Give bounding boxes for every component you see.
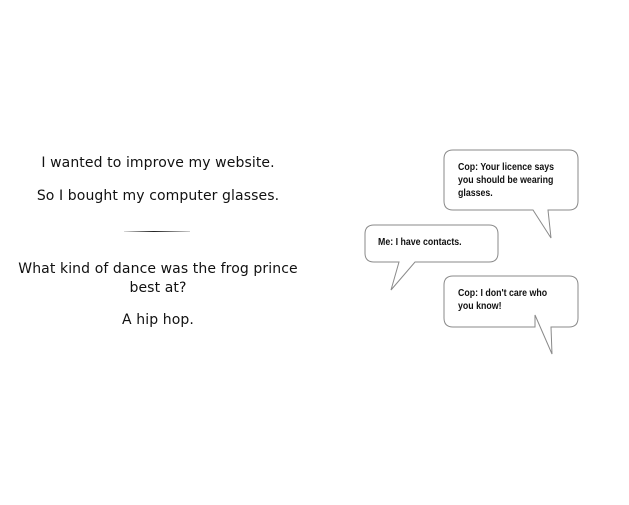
bubble-3-text: Cop: I don't care who you know! [458,288,548,312]
joke-1-setup: I wanted to improve my website. [41,155,275,171]
bubble-1-text: Cop: Your licence says you should be wearing glasses. [458,162,555,199]
bubble-2-text: Me: I have contacts. [378,237,462,248]
joke-2-punchline: A hip hop. [122,312,194,328]
speech-bubble-comic [355,140,595,370]
joke-1-punchline: So I bought my computer glasses. [36,188,280,204]
joke-2-setup: What kind of dance was the frog prince best at? [18,261,298,296]
joke-divider [124,231,190,232]
